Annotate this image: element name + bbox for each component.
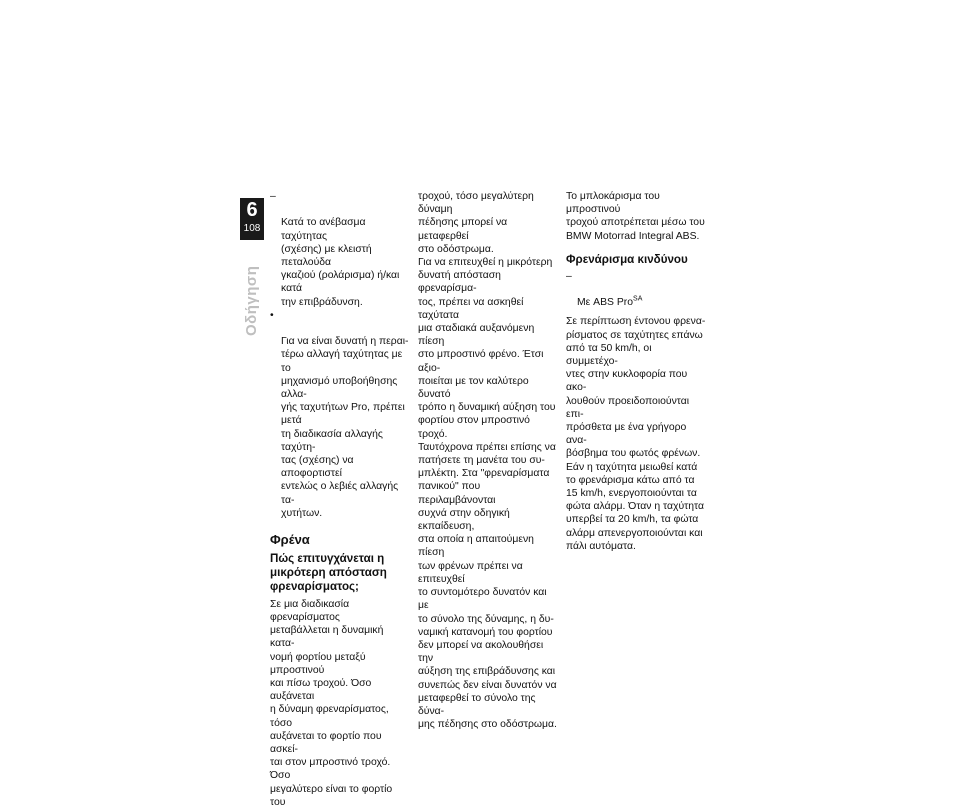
section-heading-emergency-braking: Φρενάρισμα κινδύνου [566, 252, 688, 266]
chapter-title: Οδήγηση [243, 265, 260, 336]
dash-marker: – [566, 270, 572, 282]
paragraph: Εάν η ταχύτητα μειωθεί κατά το φρενάρισμα κάτω από τα 15 km/h, ενεργοποιούνται τα φώτα αλάρμ. Όταν η ταχύτητα υπερβεί τα 20 km/h, τα φώτα αλάρμ απενεργοποιούνται και πάλι αυτόματα. [566, 461, 704, 552]
list-item-text: Με ABS Pro [577, 297, 634, 309]
bullet-marker: • [270, 309, 274, 321]
text-column-2 [418, 190, 558, 731]
list-item-text: Κατά το ανέβασμα ταχύτητας (σχέσης) με κλειστή πεταλούδα γκαζιού (ρολάρισμα) ή/και κατά την επιβράδυνση. [281, 217, 400, 308]
list-item [270, 309, 410, 520]
paragraph: τροχού, τόσο μεγαλύτερη δύναμη πέδησης μπορεί να μεταφερθεί στο οδόστρωμα. [418, 191, 534, 255]
list-item-text: Για να είναι δυνατή η περαι- τέρω αλλαγή ταχύτητας με το μηχανισμό υποβοήθησης αλλα- γής ταχυτήτων Pro, πρέπει μετά τη διαδικασία αλλαγής ταχύτη- τας (σχέσης) να αποφορτιστεί εντελώς ο λεβιές αλλαγής τα- χυτήτων. [281, 336, 409, 519]
paragraph: Για να επιτευχθεί η μικρότερη δυνατή απόσταση φρεναρίσμα- τος, πρέπει να ασκηθεί ταχύτατα μια σταδιακά αυξανόμενη πίεση στο μπροστινό φρένο. Έτσι αξιο- ποιείται με τον καλύτερο δυνατό τρόπο η δυναμική αύξηση του φορτίου στον μπροστινό τροχό. Ταυτόχρονα πρέπει επίσης να πατήσετε τη μανέτα του συ- μπλέκτη. Στα "φρεναρίσματα πανικού" που περιλαμβάνονται συχνά στην οδηγική εκπαίδευση, στα οποία η απαιτούμενη πίεση των φρένων πρέπει να επιτευχθεί το συντομότερο δυνατόν και με το σύνολο της δύναμης, η δυ- ναμική κατανομή του φορτίου δεν μπορεί να ακολουθήσει την αύξηση της επιβράδυνσης και συνεπώς δεν είναι δυνατόν να μεταφερθεί το σύνολο της δύνα- μης πέδησης στο οδόστρωμα. [418, 257, 557, 731]
option-superscript: SA [633, 295, 643, 303]
page-number: 108 [243, 223, 261, 234]
list-item [566, 270, 706, 310]
subsection-heading: Πώς επιτυγχάνεται η μικρότερη απόσταση φρεναρίσματος; [270, 552, 387, 594]
chapter-number: 6 [246, 199, 258, 221]
chapter-tab [240, 198, 264, 240]
text-column-1 [270, 190, 410, 809]
dash-marker: – [270, 191, 276, 202]
text-column-3 [566, 190, 706, 553]
paragraph: Το μπλοκάρισμα του μπροστινού τροχού αποτρέπεται μέσω του BMW Motorrad Integral ABS. [566, 191, 705, 242]
paragraph: Σε περίπτωση έντονου φρενα- ρίσματος σε ταχύτητες επάνω από τα 50 km/h, οι συμμετέχο- ντες στην κυκλοφορία που ακο- λουθούν προειδοποιούνται επι- πρόσθετα με ένα γρήγορο ανα- βόσβημα του φωτός φρένων. [566, 316, 706, 460]
section-heading-brakes: Φρένα [270, 532, 310, 548]
paragraph: Σε μια διαδικασία φρεναρίσματος μεταβάλλεται η δυναμική κατα- νομή φορτίου μεταξύ μπροστινού και πίσω τροχού. Όσο αυξάνεται η δύναμη φρεναρίσματος, τόσο αυξάνεται το φορτίο που ασκεί- ται στον μπροστινό τροχό. Όσο μεγαλύτερο είναι το φορτίο του [270, 598, 393, 808]
list-item [270, 190, 410, 309]
